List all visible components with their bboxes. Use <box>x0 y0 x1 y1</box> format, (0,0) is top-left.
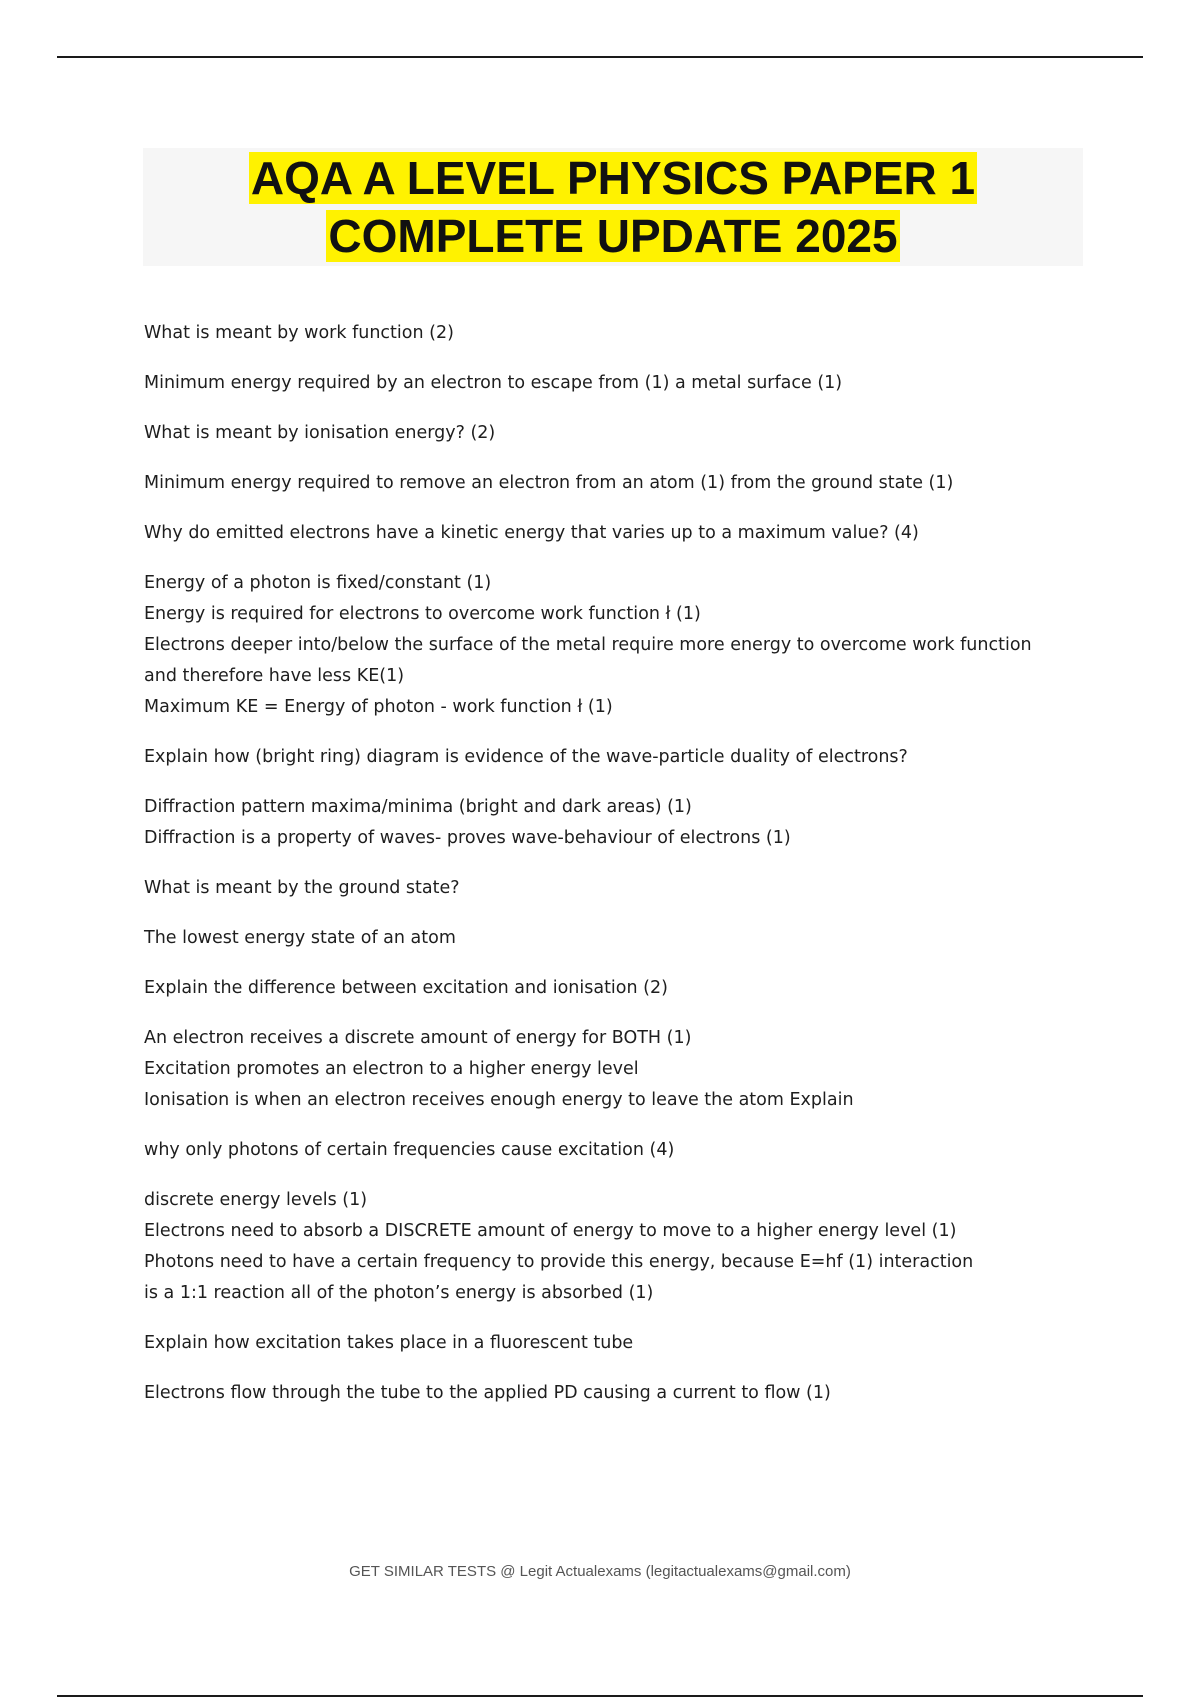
text-line: is a 1:1 reaction all of the photon’s energy is absorbed (1) <box>144 1283 654 1303</box>
document-body <box>144 318 1084 1428</box>
text-line: Maximum KE = Energy of photon - work function ł (1) <box>144 697 613 717</box>
answer-block <box>144 923 1084 954</box>
bottom-rule <box>57 1695 1143 1697</box>
text-line: Electrons need to absorb a DISCRETE amount of energy to move to a higher energy level (1) <box>144 1221 957 1241</box>
text-line: Explain the difference between excitation and ionisation (2) <box>144 978 668 998</box>
question-block <box>144 1135 1084 1166</box>
text-line: Photons need to have a certain frequency to provide this energy, because E=hf (1) interaction <box>144 1252 974 1272</box>
text-line: Explain how excitation takes place in a fluorescent tube <box>144 1333 634 1353</box>
text-line: and therefore have less KE(1) <box>144 666 405 686</box>
text-line: An electron receives a discrete amount of energy for BOTH (1) <box>144 1028 692 1048</box>
answer-block <box>144 368 1084 399</box>
answer-block <box>144 792 1084 854</box>
text-line: What is meant by work function (2) <box>144 323 454 343</box>
text-line: Excitation promotes an electron to a higher energy level <box>144 1059 639 1079</box>
question-block <box>144 418 1084 449</box>
text-line: Why do emitted electrons have a kinetic energy that varies up to a maximum value? (4) <box>144 523 919 543</box>
text-line: What is meant by the ground state? <box>144 878 460 898</box>
text-line: What is meant by ionisation energy? (2) <box>144 423 496 443</box>
text-line: Diffraction is a property of waves- proves wave-behaviour of electrons (1) <box>144 828 791 848</box>
answer-block <box>144 468 1084 499</box>
answer-block <box>144 1378 1084 1409</box>
text-line: Explain how (bright ring) diagram is evidence of the wave-particle duality of electrons? <box>144 747 908 767</box>
top-rule <box>57 56 1143 58</box>
text-line: Minimum energy required to remove an electron from an atom (1) from the ground state (1) <box>144 473 954 493</box>
answer-block <box>144 1023 1084 1116</box>
text-line: why only photons of certain frequencies cause excitation (4) <box>144 1140 675 1160</box>
question-block <box>144 973 1084 1004</box>
text-line: Electrons deeper into/below the surface of the metal require more energy to overcome work function <box>144 635 1032 655</box>
text-line: Diffraction pattern maxima/minima (bright and dark areas) (1) <box>144 797 692 817</box>
title-line-1: AQA A LEVEL PHYSICS PAPER 1 <box>250 152 976 204</box>
footer-note: GET SIMILAR TESTS @ Legit Actualexams (legitactualexams@gmail.com) <box>349 1563 851 1580</box>
question-block <box>144 873 1084 904</box>
text-line: Ionisation is when an electron receives enough energy to leave the atom Explain <box>144 1090 854 1110</box>
title-line-2: COMPLETE UPDATE 2025 <box>328 210 898 262</box>
text-line: Minimum energy required by an electron to escape from (1) a metal surface (1) <box>144 373 843 393</box>
question-block <box>144 518 1084 549</box>
text-line: Energy of a photon is fixed/constant (1) <box>144 573 492 593</box>
text-line: Electrons flow through the tube to the applied PD causing a current to flow (1) <box>144 1383 831 1403</box>
title-banner <box>143 148 1083 266</box>
question-block <box>144 1328 1084 1359</box>
answer-block <box>144 1185 1084 1309</box>
text-line: Energy is required for electrons to overcome work function ł (1) <box>144 604 701 624</box>
text-line: The lowest energy state of an atom <box>144 928 456 948</box>
answer-block <box>144 568 1084 723</box>
question-block <box>144 742 1084 773</box>
question-block <box>144 318 1084 349</box>
text-line: discrete energy levels (1) <box>144 1190 368 1210</box>
